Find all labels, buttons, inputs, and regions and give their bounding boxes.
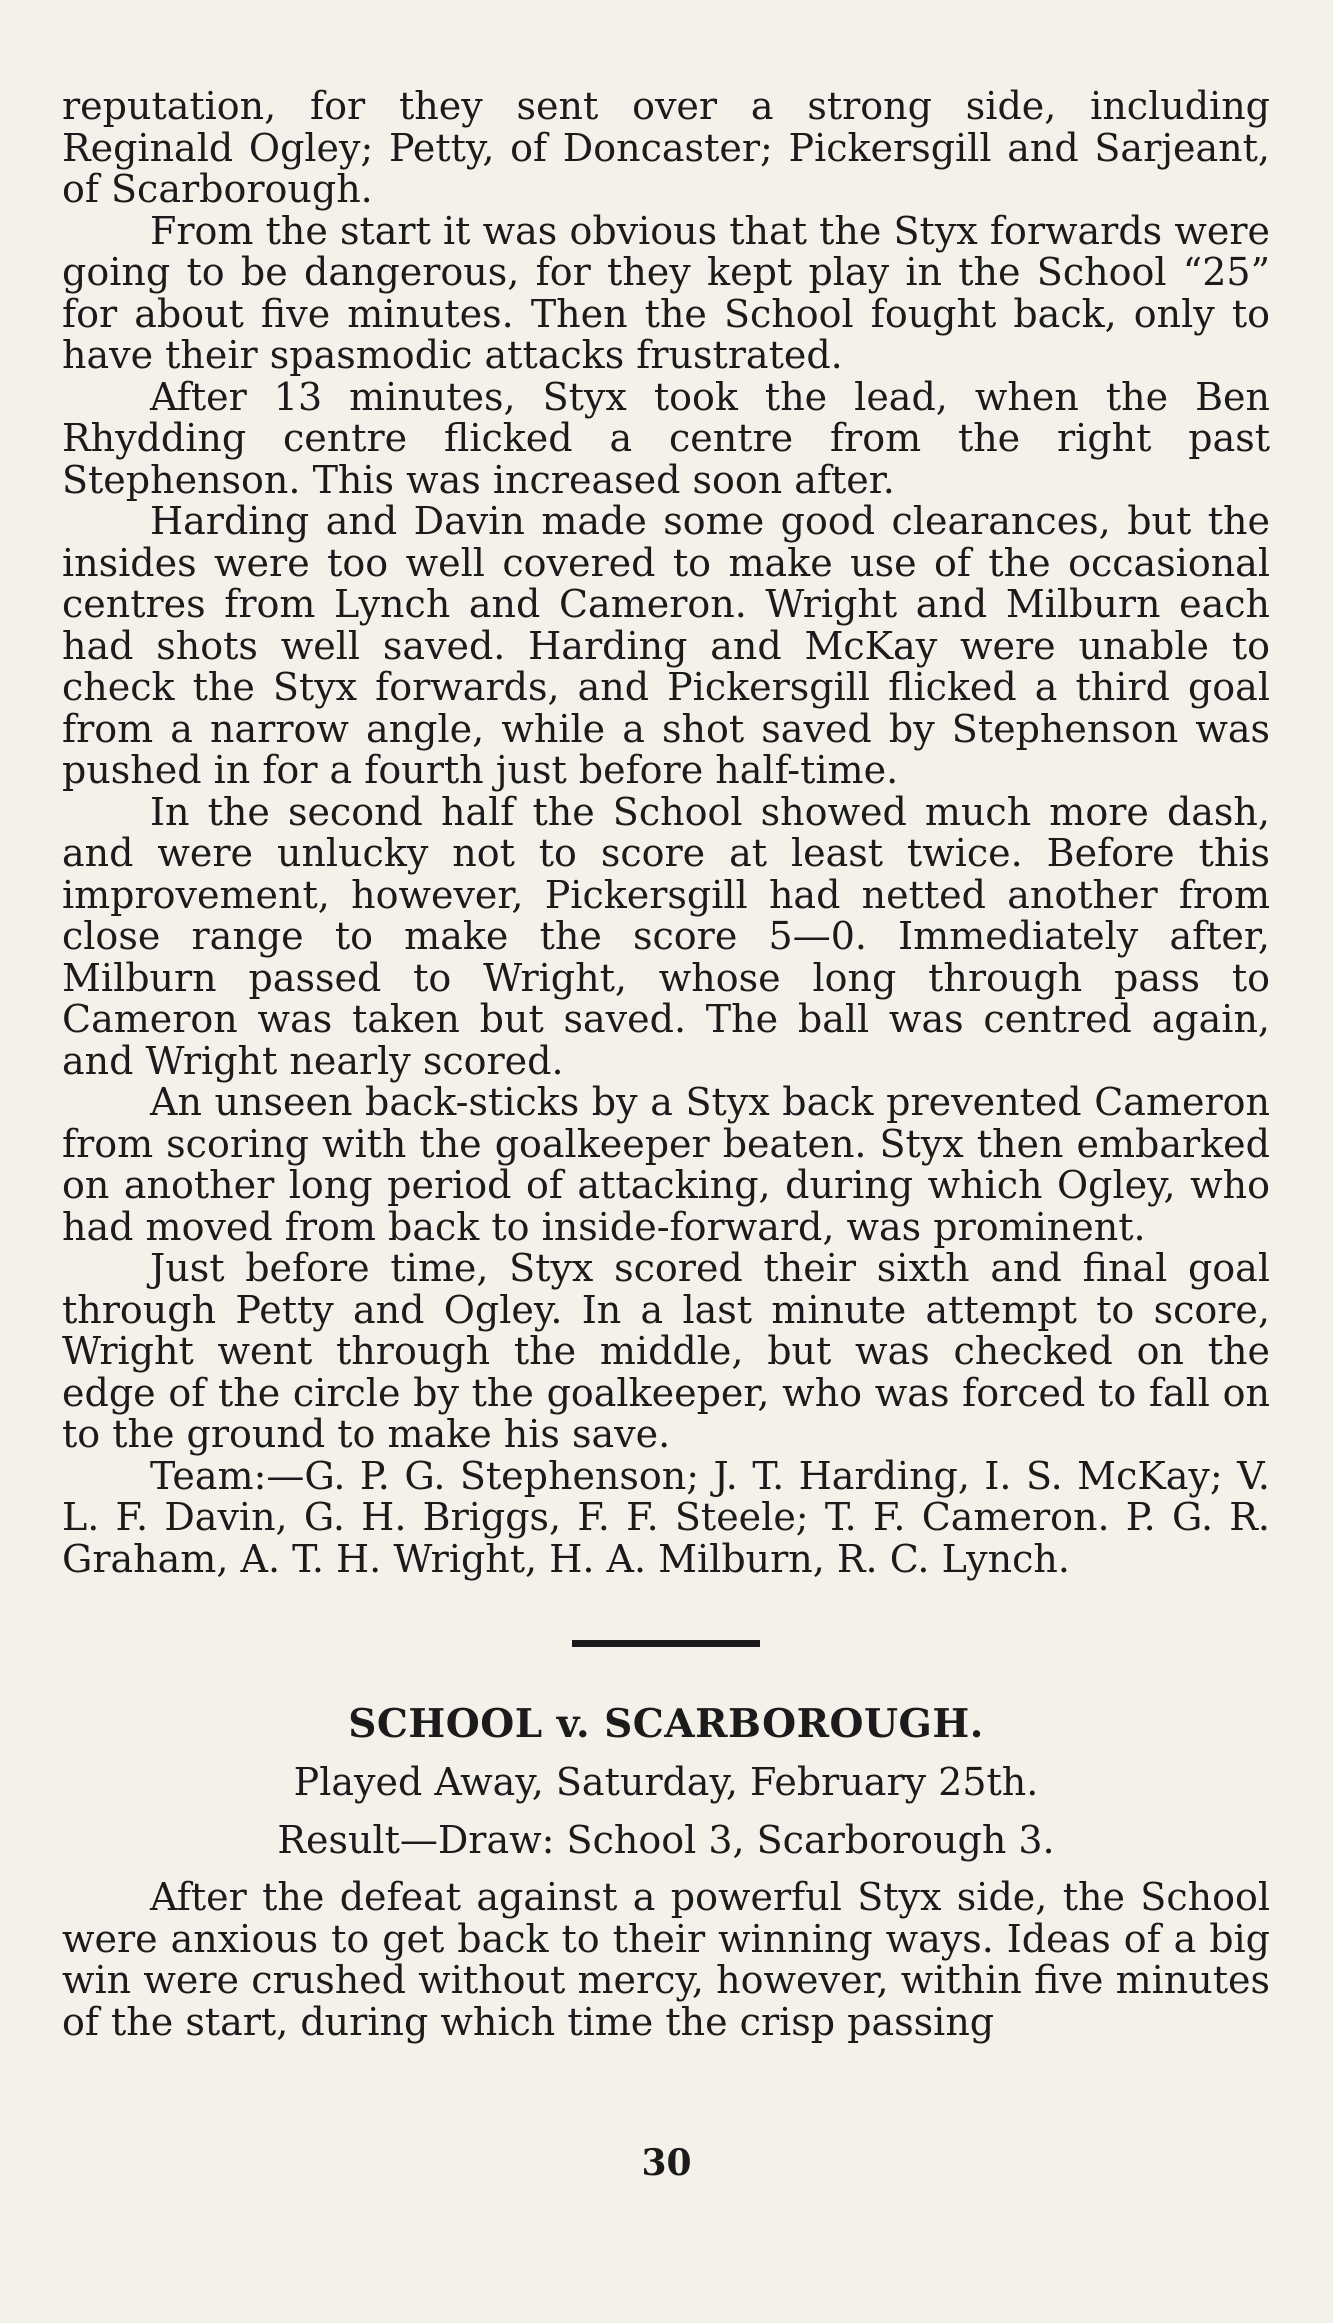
paragraph-back-sticks: An unseen back-sticks by a Styx back prevented Cameron from scoring with the goalkeeper beaten. Styx then embarked on another long period of attacking, during which Ogley, who had moved from back to inside-forward, was prominent.	[62, 1080, 1270, 1249]
page-body	[62, 86, 1270, 2043]
paragraph-styx-forwards: From the start it was obvious that the Styx forwards were going to be dangerous, for they kept play in the School “25” for about five minutes. Then the School fought back, only to have their spasmodic attacks frustrated.	[62, 208, 1270, 377]
paragraph-clearances: Harding and Davin made some good clearances, but the insides were too well covered to make use of the occasional centres from Lynch and Cameron. Wright and Milburn each had shots well saved. Harding and McKay were unable to check the Styx forwards, and Pickersgill flicked a third goal from a narrow angle, while a shot saved by Stephenson was pushed in for a fourth just before half-time.	[62, 499, 1270, 792]
paragraph-final-goal: Just before time, Styx scored their sixth and final goal through Petty and Ogley. In a last minute attempt to score, Wright went through the middle, but was checked on the edge of the circle by the goalkeeper, who was forced to fall on to the ground to make his save.	[62, 1246, 1270, 1456]
paragraph-styx-lead: After 13 minutes, Styx took the lead, when the Ben Rhydding centre flicked a centre from the right past Stephenson. This was increased soon after.	[62, 374, 1270, 502]
paragraph-reputation: reputation, for they sent over a strong side, including Reginald Ogley; Petty, of Doncaster; Pickersgill and Sarjeant, of Scarborough.	[62, 84, 1270, 211]
match-result-line: Result—Draw: School 3, Scarborough 3.	[277, 1818, 1055, 1862]
match-heading: SCHOOL v. SCARBOROUGH.	[348, 1701, 984, 1747]
section-divider	[572, 1640, 760, 1647]
paragraph-scarborough-opening: After the defeat against a powerful Styx side, the School were anxious to get back to their winning ways. Ideas of a big win were crushed without mercy, however, within five minutes of the start, during which time the crisp passing	[62, 1875, 1270, 2044]
paragraph-team-list: Team:—G. P. G. Stephenson; J. T. Harding, I. S. McKay; V. L. F. Davin, G. H. Briggs, F. F. Steele; T. F. Cameron. P. G. R. Graham, A. T. H. Wright, H. A. Milburn, R. C. Lynch.	[62, 1453, 1270, 1581]
match-played-line: Played Away, Saturday, February 25th.	[293, 1760, 1039, 1804]
page-number: 30	[641, 2142, 692, 2184]
paragraph-second-half: In the second half the School showed much more dash, and were unlucky not to score at least twice. Before this improvement, however, Pickersgill had netted another from close range to make the score 5—0. Immediately after, Milburn passed to Wright, whose long through pass to Cameron was taken but saved. The ball was centred again, and Wright nearly scored.	[62, 789, 1270, 1083]
